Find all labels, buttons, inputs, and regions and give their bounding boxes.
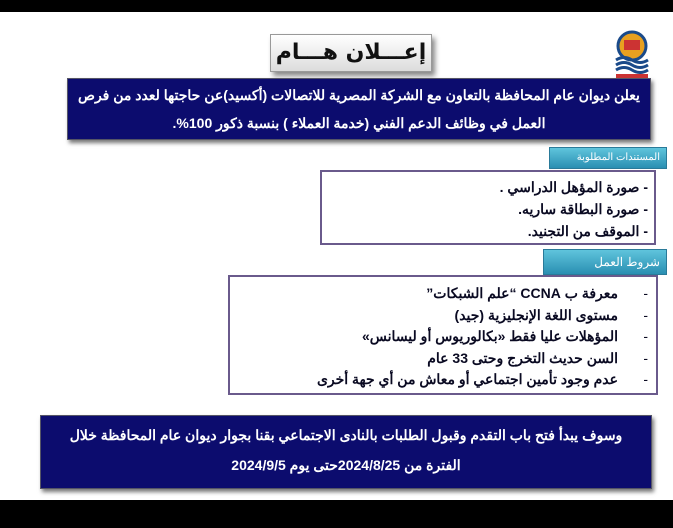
list-item: - عدم وجود تأمين اجتماعي أو معاش من أي جهة أخرى	[230, 369, 648, 391]
work-conditions-label: شروط العمل	[543, 249, 667, 275]
list-item: - صورة المؤهل الدراسي .	[499, 179, 648, 195]
required-documents-list	[320, 170, 656, 245]
announcement-title: إعـــلان هـــام	[270, 34, 432, 72]
intro-line-2: العمل في وظائف الدعم الفني (خدمة العملاء ) بنسبة ذكور 100%.	[172, 115, 546, 131]
list-item: - السن حديث التخرج وحتى 33 عام	[230, 348, 648, 370]
governorate-logo-icon	[612, 30, 652, 80]
condition-text: مستوى اللغة الإنجليزية (جيد)	[454, 306, 618, 323]
list-item: - الموقف من التجنيد.	[527, 223, 648, 239]
footer-line-1: وسوف يبدأ فتح باب التقدم وقبول الطلبات بالنادى الاجتماعي بقنا بجوار ديوان عام المحافظة خلال	[69, 427, 623, 443]
list-item: - المؤهلات عليا فقط «بكالوريوس أو ليسانس»	[230, 326, 648, 348]
intro-banner	[67, 78, 651, 140]
intro-line-1: يعلن ديوان عام المحافظة بالتعاون مع الشركة المصرية للاتصالات (أكسيد)عن حاجتها لعدد من فرص	[78, 87, 640, 103]
condition-text: معرفة ب CCNA “علم الشبكات”	[426, 285, 618, 301]
condition-text: السن حديث التخرج وحتى 33 عام	[427, 349, 618, 366]
condition-text: المؤهلات عليا فقط «بكالوريوس أو ليسانس»	[362, 328, 618, 344]
condition-text: عدم وجود تأمين اجتماعي أو معاش من أي جهة أخرى	[316, 371, 618, 387]
list-item: - صورة البطاقة ساريه.	[518, 201, 648, 217]
list-item: - مستوى اللغة الإنجليزية (جيد)	[230, 305, 648, 327]
announcement-page	[0, 12, 673, 500]
footer-line-2: الفترة من 2024/8/25حتى يوم 2024/9/5	[231, 457, 461, 473]
required-documents-label: المستندات المطلوبة	[549, 147, 667, 169]
application-period-banner	[40, 415, 652, 489]
work-conditions-list	[228, 275, 658, 395]
list-item: - معرفة ب CCNA “علم الشبكات”	[230, 283, 648, 305]
